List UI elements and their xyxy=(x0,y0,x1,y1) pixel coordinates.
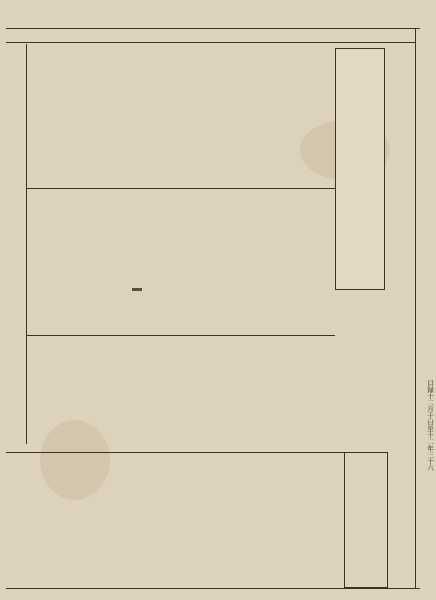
mid-divider-1 xyxy=(27,188,335,189)
ads-top-rule xyxy=(6,452,386,453)
jackpot-body xyxy=(252,340,330,440)
right-edge-text xyxy=(386,48,414,178)
header-title xyxy=(175,30,255,40)
motto-divider xyxy=(26,44,27,444)
publish-date xyxy=(360,238,378,283)
mid-divider-2 xyxy=(27,335,335,336)
festival-body-2 xyxy=(250,150,330,186)
company-address xyxy=(386,458,412,578)
header-rule xyxy=(6,42,415,43)
previous-issue-body xyxy=(130,192,160,282)
article-col-1 xyxy=(30,46,84,186)
article-col-2 xyxy=(88,46,142,186)
jackpot-body-2 xyxy=(355,340,383,450)
article-col-4 xyxy=(204,46,244,186)
bottom-border xyxy=(6,588,420,589)
right-edge-strip: 目録十二月十日至十二年三十六 xyxy=(426,380,434,471)
table-cell xyxy=(139,290,142,291)
short-thoughts-body xyxy=(136,340,246,450)
bond-yield-table xyxy=(132,288,142,291)
lower-left-article xyxy=(30,192,110,332)
short-thoughts-body-2 xyxy=(30,340,115,450)
page-label xyxy=(8,30,28,40)
right-page-divider xyxy=(415,28,416,588)
main-bonds-body xyxy=(164,192,214,312)
right-article xyxy=(250,192,332,282)
company-box xyxy=(344,452,388,588)
article-col-3 xyxy=(146,46,200,186)
issue-number xyxy=(40,30,100,40)
